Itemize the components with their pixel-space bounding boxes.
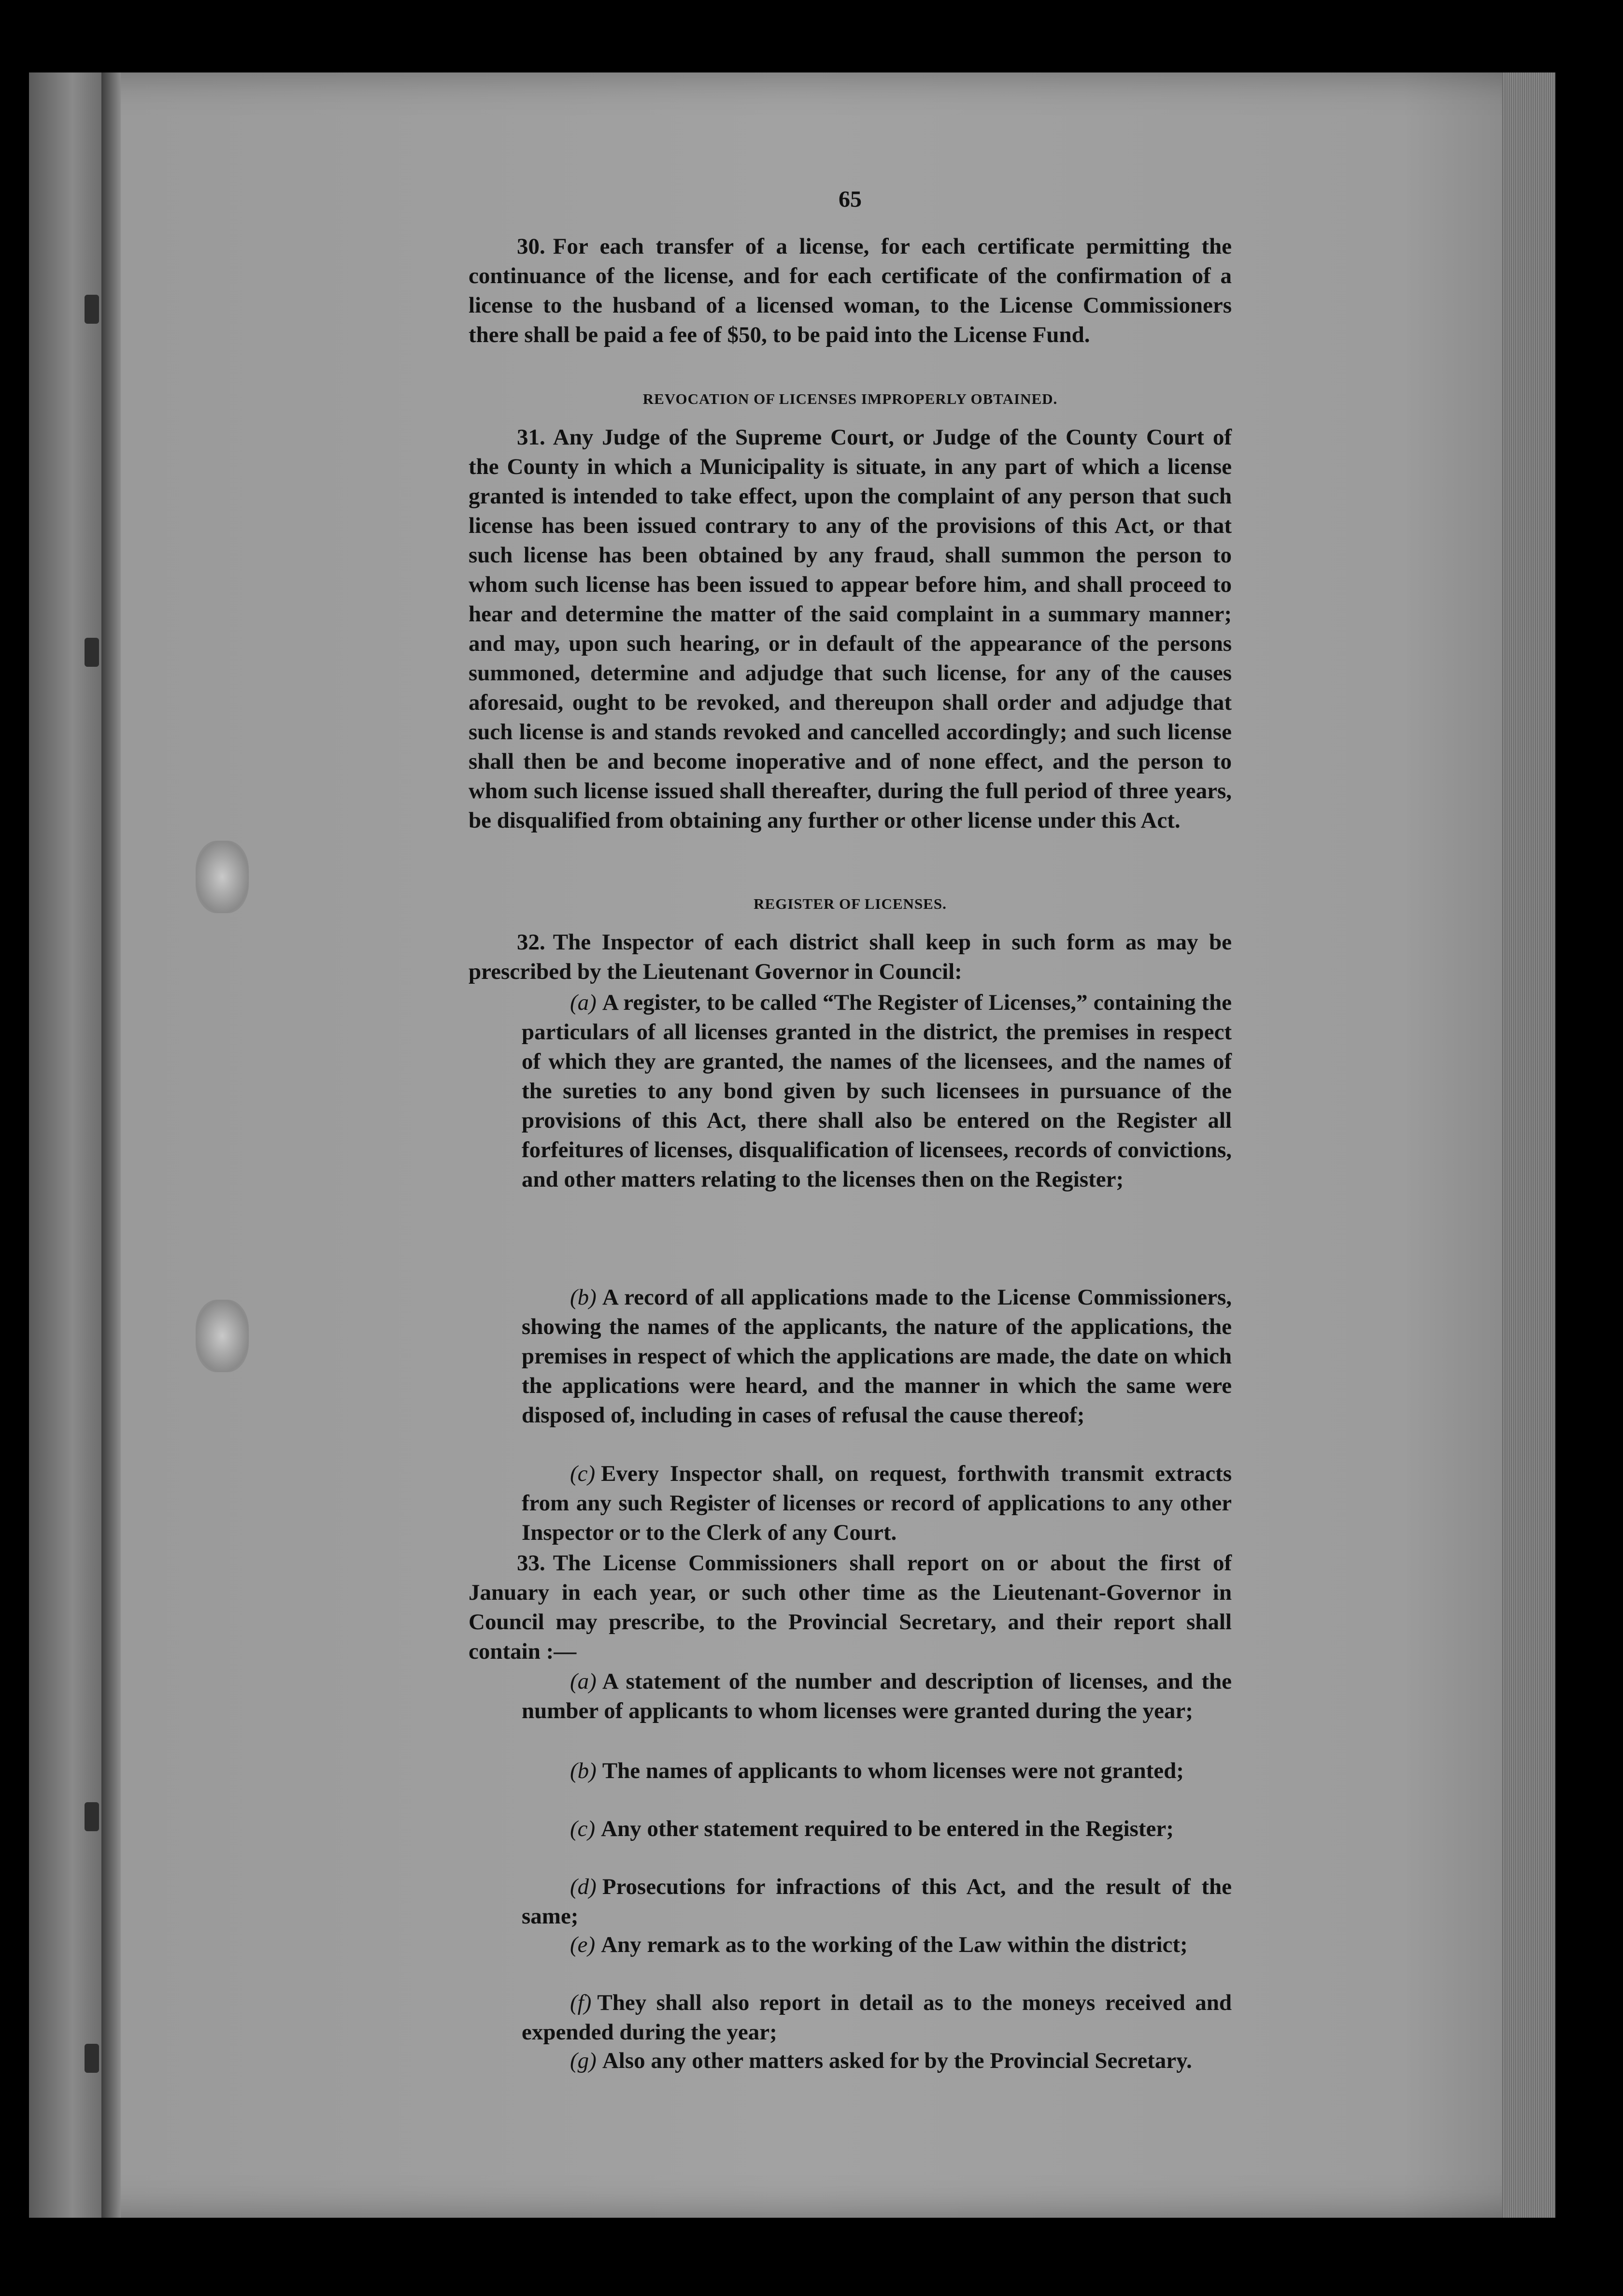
book-page [29, 72, 1555, 2218]
paper-smudge [196, 1300, 249, 1372]
section-32 [469, 928, 1232, 987]
item-label: (c) [570, 1816, 596, 1841]
list-item [522, 1756, 1232, 1786]
binding-mark [85, 1802, 99, 1831]
section-heading: REGISTER OF LICENSES. [754, 895, 947, 912]
section-31 [469, 423, 1232, 835]
binding-mark [85, 295, 99, 324]
binding-mark [85, 638, 99, 667]
item-label: (c) [570, 1461, 596, 1486]
facing-page-edge [29, 72, 101, 2218]
item-label: (a) [570, 990, 597, 1015]
item-label: (a) [570, 1669, 597, 1694]
item-label: (d) [570, 1874, 597, 1899]
section-30 [469, 232, 1232, 350]
item-text: A register, to be called “The Register of Licenses,” containing the particulars of all licenses granted in the district, the premises in respect of which they are granted, the names of the licensees, and the names of the sureties to any bond given by such licensees in pursuance of the provisions of this Act, there shall also be entered on the Register all forfeitures of licenses, disqualification of licensees, records of convictions, and other matters relating to the licenses then on the Register; [522, 990, 1232, 1192]
item-text: Prosecutions for infractions of this Act, and the result of the same; [522, 1874, 1232, 1929]
section-text: The Inspector of each district shall keep in such form as may be prescribed by the Lieutenant Governor in Council: [469, 930, 1232, 984]
item-label: (b) [570, 1285, 597, 1310]
list-item [522, 1872, 1232, 1931]
section-text: The License Commissioners shall report on or about the first of January in each year, or such other time as the Lieutenant-Governor in Council may prescribe, to the Provincial Secretary, and their report shall contain :— [469, 1550, 1232, 1664]
item-label: (b) [570, 1758, 597, 1783]
item-text: Any other statement required to be entered in the Register; [601, 1816, 1174, 1841]
item-text: A record of all applications made to the License Commissioners, showing the names of the applicants, the nature of the applications, the premises in respect of which the applications are made, the date on which the applications were heard, and the manner in which the same were disposed of, including in cases of refusal the cause thereof; [522, 1285, 1232, 1428]
section-text: Any Judge of the Supreme Court, or Judge of the County Court of the County in which a Municipality is situate, in any part of which a license granted is intended to take effect, upon the complaint of any person that such license has been issued contrary to any of the provisions of this Act, or that such license has been obtained by any fraud, shall summon the person to whom such license has been issued to appear before him, and shall proceed to hear and determine the matter of the said complaint in a summary manner; and may, upon such hearing, or in default of the appearance of the persons summoned, determine and adjudge that such license, for any of the causes aforesaid, ought to be revoked, and thereupon shall order and adjudge that such license is and stands revoked and cancelled accordingly; and such license shall then be and become inoperative and of none effect, and the person to whom such license issued shall thereafter, during the full period of three years, be disqualified from obtaining any further or other license under this Act. [469, 425, 1232, 833]
item-text: Every Inspector shall, on request, forthwith transmit extracts from any such Register of licenses or record of applications to any other Inspector or to the Clerk of any Court. [522, 1461, 1232, 1545]
page-number: 65 [839, 187, 862, 212]
list-item [522, 988, 1232, 1194]
list-item [522, 1814, 1232, 1844]
section-heading: REVOCATION OF LICENSES IMPROPERLY OBTAINED. [642, 390, 1058, 407]
book-gutter [101, 72, 121, 2218]
section-33 [469, 1549, 1232, 1666]
binding-mark [85, 2044, 99, 2073]
section-number: 32. [517, 930, 545, 955]
section-number: 31. [517, 425, 545, 450]
list-item [522, 1459, 1232, 1548]
paper-smudge [196, 841, 249, 913]
list-item [522, 1667, 1232, 1726]
list-item [522, 2046, 1232, 2076]
list-item [522, 1283, 1232, 1430]
section-number: 30. [517, 234, 545, 259]
item-text: They shall also report in detail as to the moneys received and expended during the year; [522, 1990, 1232, 2045]
item-label: (f) [570, 1990, 592, 2015]
page-edges [1502, 72, 1555, 2218]
item-text: Also any other matters asked for by the Provincial Secretary. [602, 2048, 1192, 2073]
section-text: For each transfer of a license, for each certificate permitting the continuance of the license, and for each certificate of the confirmation of a license to the husband of a licensed woman, to the License Commissioners there shall be paid a fee of $50, to be paid into the License Fund. [469, 234, 1232, 347]
item-text: Any remark as to the working of the Law within the district; [601, 1932, 1188, 1957]
list-item [522, 1930, 1232, 1960]
item-text: A statement of the number and description of licenses, and the number of applicants to whom licenses were granted during the year; [522, 1669, 1232, 1723]
item-text: The names of applicants to whom licenses were not granted; [602, 1758, 1184, 1783]
section-number: 33. [517, 1550, 545, 1576]
list-item [522, 1988, 1232, 2047]
item-label: (g) [570, 2048, 597, 2073]
item-label: (e) [570, 1932, 596, 1957]
